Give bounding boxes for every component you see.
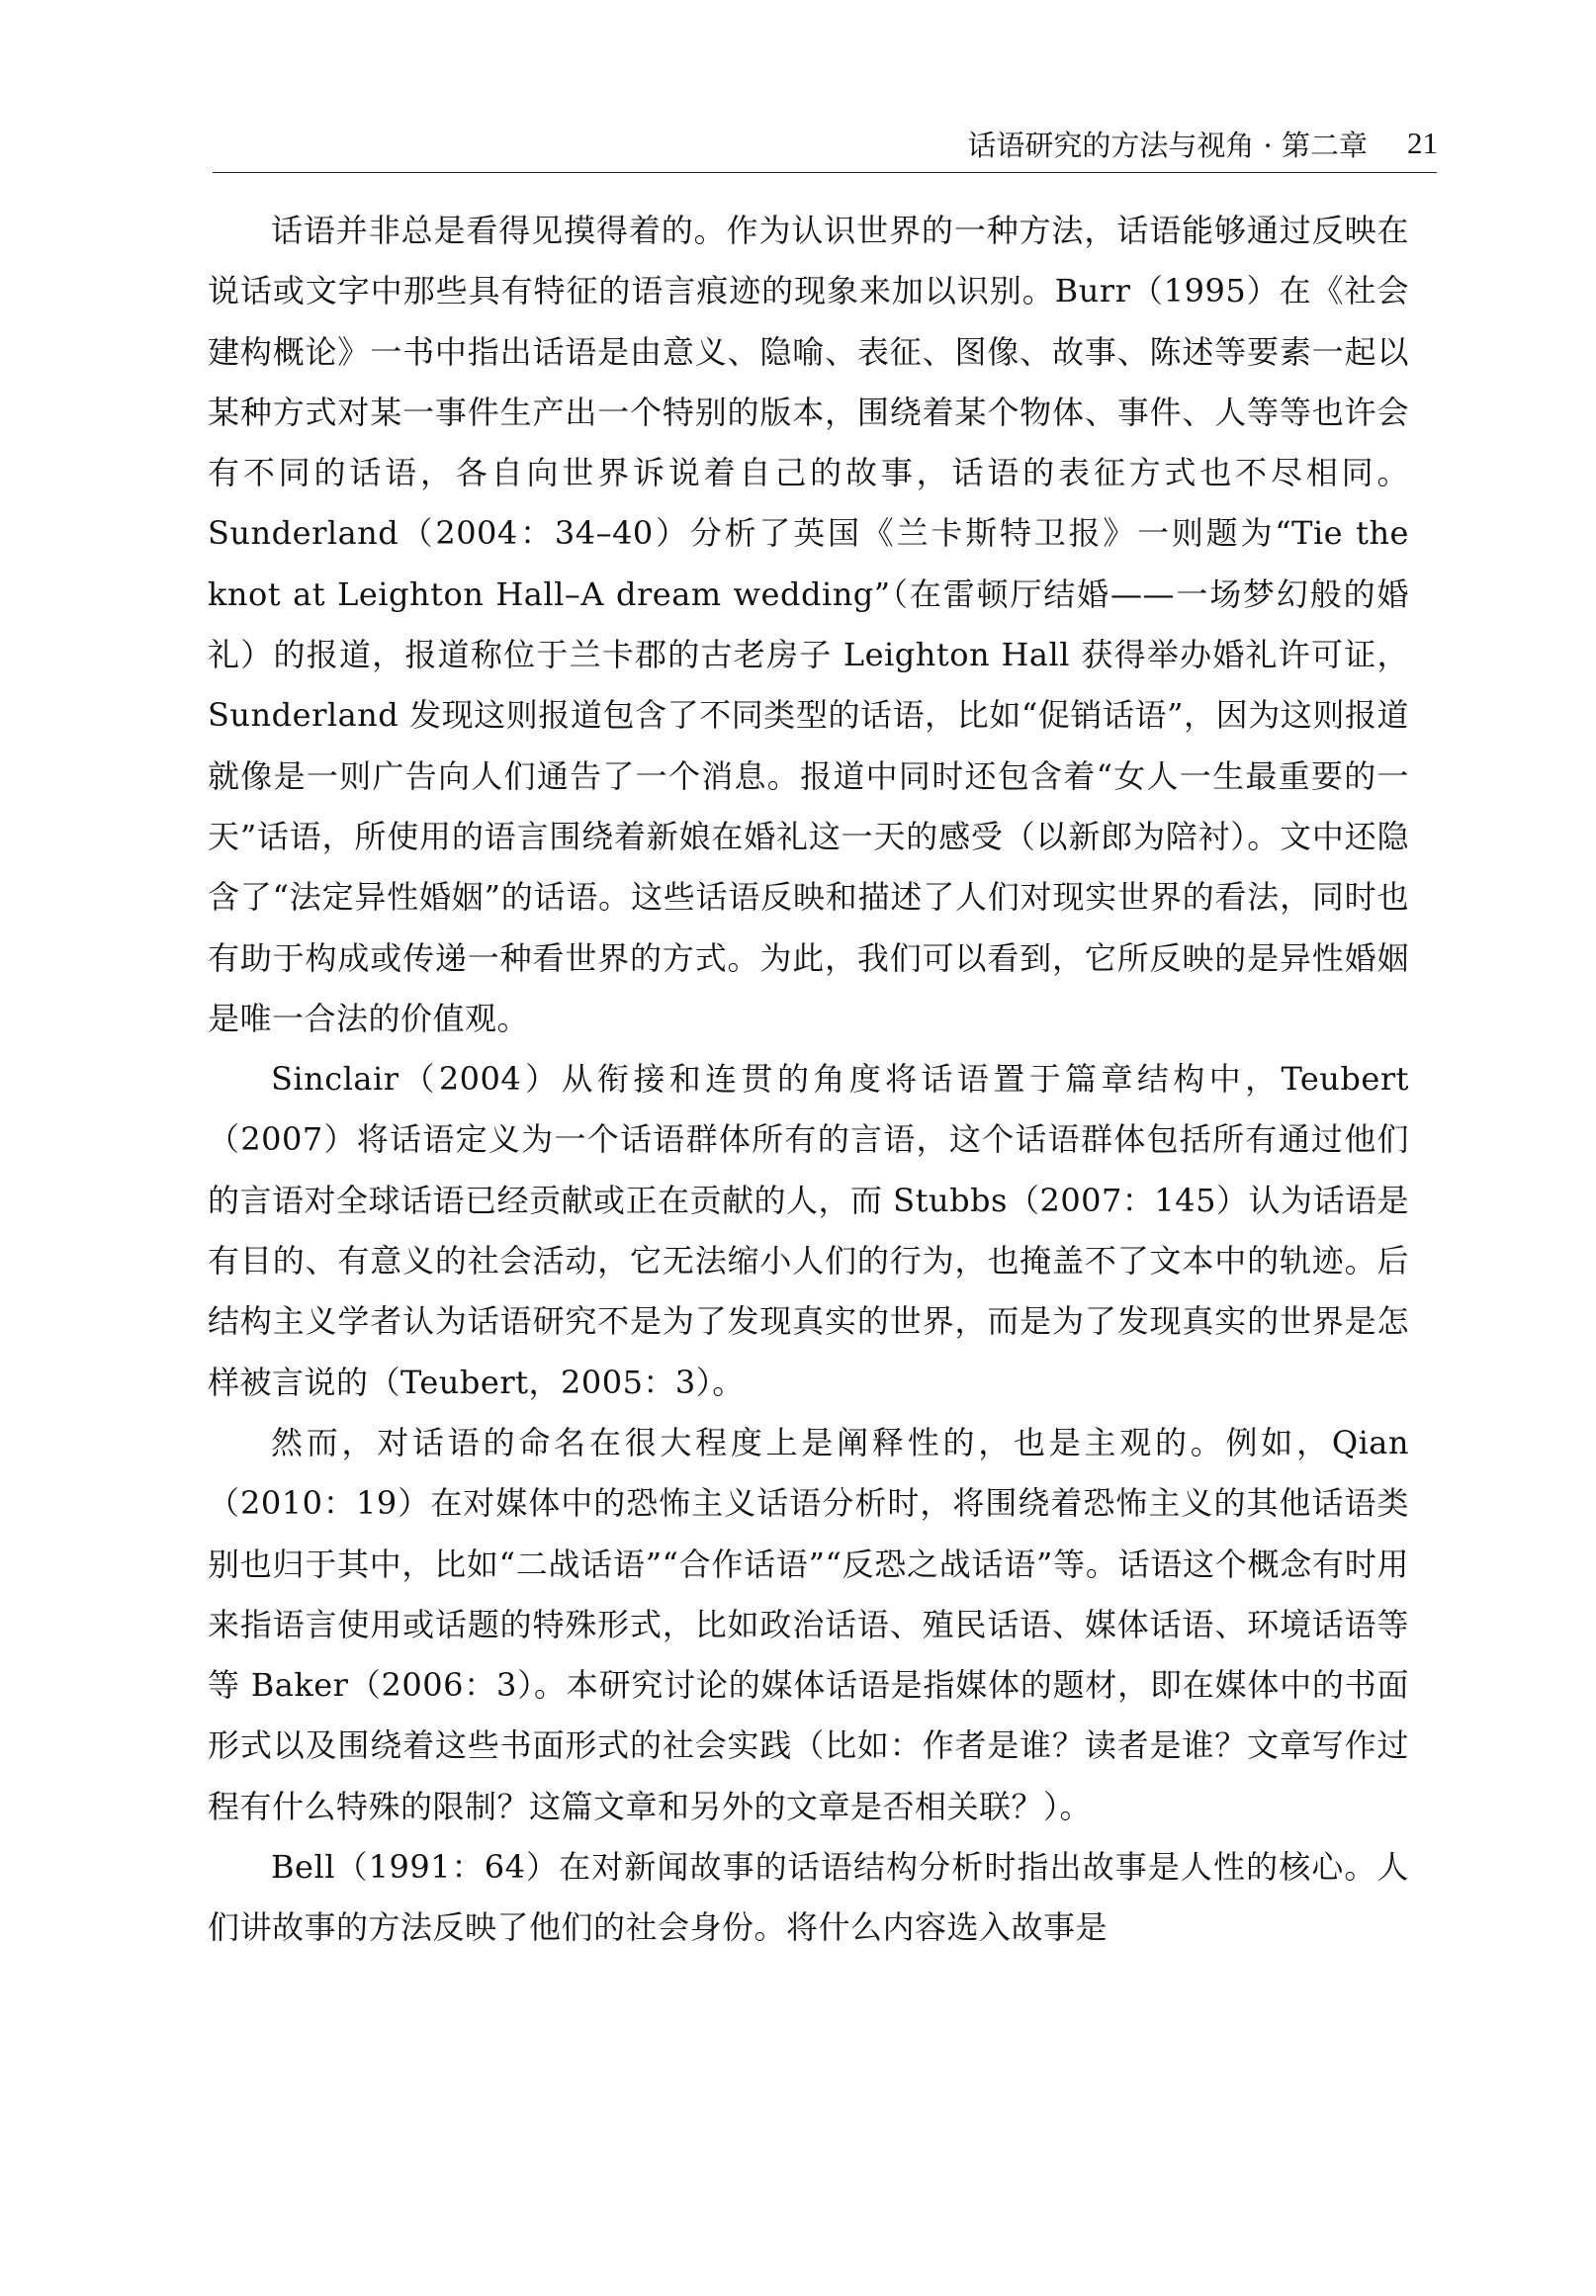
- paragraph: 话语并非总是看得见摸得着的。作为认识世界的一种方法，话语能够通过反映在说话或文字中那些具有特征的语言痕迹的现象来加以识别。Burr（1995）在《社会建构概论》一书中指出话语是由意义、隐喻、表征、图像、故事、陈述等要素一起以某种方式对某一事件生产出一个特别的版本，围绕着某个物体、事件、人等等也许会有不同的话语，各自向世界诉说着自己的故事，话语的表征方式也不尽相同。Sunderland（2004：34–40）分析了英国《兰卡斯特卫报》一则题为“Tie the knot at Leighton Hall–A dream wedding”（在雷顿厅结婚——一场梦幻般的婚礼）的报道，报道称位于兰卡郡的古老房子 Leighton Hall 获得举办婚礼许可证，Sunderland 发现这则报道包含了不同类型的话语，比如“促销话语”，因为这则报道就像是一则广告向人们通告了一个消息。报道中同时还包含着“女人一生最重要的一天”话语，所使用的语言围绕着新娘在婚礼这一天的感受（以新郎为陪衬）。文中还隐含了“法定异性婚姻”的话语。这些话语反映和描述了人们对现实世界的看法，同时也有助于构成或传递一种看世界的方式。为此，我们可以看到，它所反映的是异性婚姻是唯一合法的价值观。: [208, 212, 1409, 1037]
- running-title: 话语研究的方法与视角 · 第二章: [967, 128, 1368, 162]
- paragraph: Bell（1991：64）在对新闻故事的话语结构分析时指出故事是人性的核心。人们讲故事的方法反映了他们的社会身份。将什么内容选入故事是: [208, 1848, 1409, 1947]
- paragraph: Sinclair（2004）从衔接和连贯的角度将话语置于篇章结构中，Teubert（2007）将话语定义为一个话语群体所有的言语，这个话语群体包括所有通过他们的言语对全球话语已经贡献或正在贡献的人，而 Stubbs（2007：145）认为话语是有目的、有意义的社会活动，它无法缩小人们的行为，也掩盖不了文本中的轨迹。后结构主义学者认为话语研究不是为了发现真实的世界，而是为了发现真实的世界是怎样被言说的（Teubert，2005：3）。: [208, 1060, 1409, 1401]
- paragraph: 然而，对话语的命名在很大程度上是阐释性的，也是主观的。例如，Qian（2010：19）在对媒体中的恐怖主义话语分析时，将围绕着恐怖主义的其他话语类别也归于其中，比如“二战话语”“合作话语”“反恐之战话语”等。话语这个概念有时用来指语言使用或话题的特殊形式，比如政治话语、殖民话语、媒体话语、环境话语等等 Baker（2006：3）。本研究讨论的媒体话语是指媒体的题材，即在媒体中的书面形式以及围绕着这些书面形式的社会实践（比如：作者是谁？读者是谁？文章写作过程有什么特殊的限制？这篇文章和另外的文章是否相关联？）。: [208, 1423, 1409, 1825]
- page-number: 21: [1407, 126, 1438, 160]
- header-rule: [213, 172, 1437, 173]
- body-text: [208, 201, 1409, 1959]
- running-head: [967, 124, 1438, 163]
